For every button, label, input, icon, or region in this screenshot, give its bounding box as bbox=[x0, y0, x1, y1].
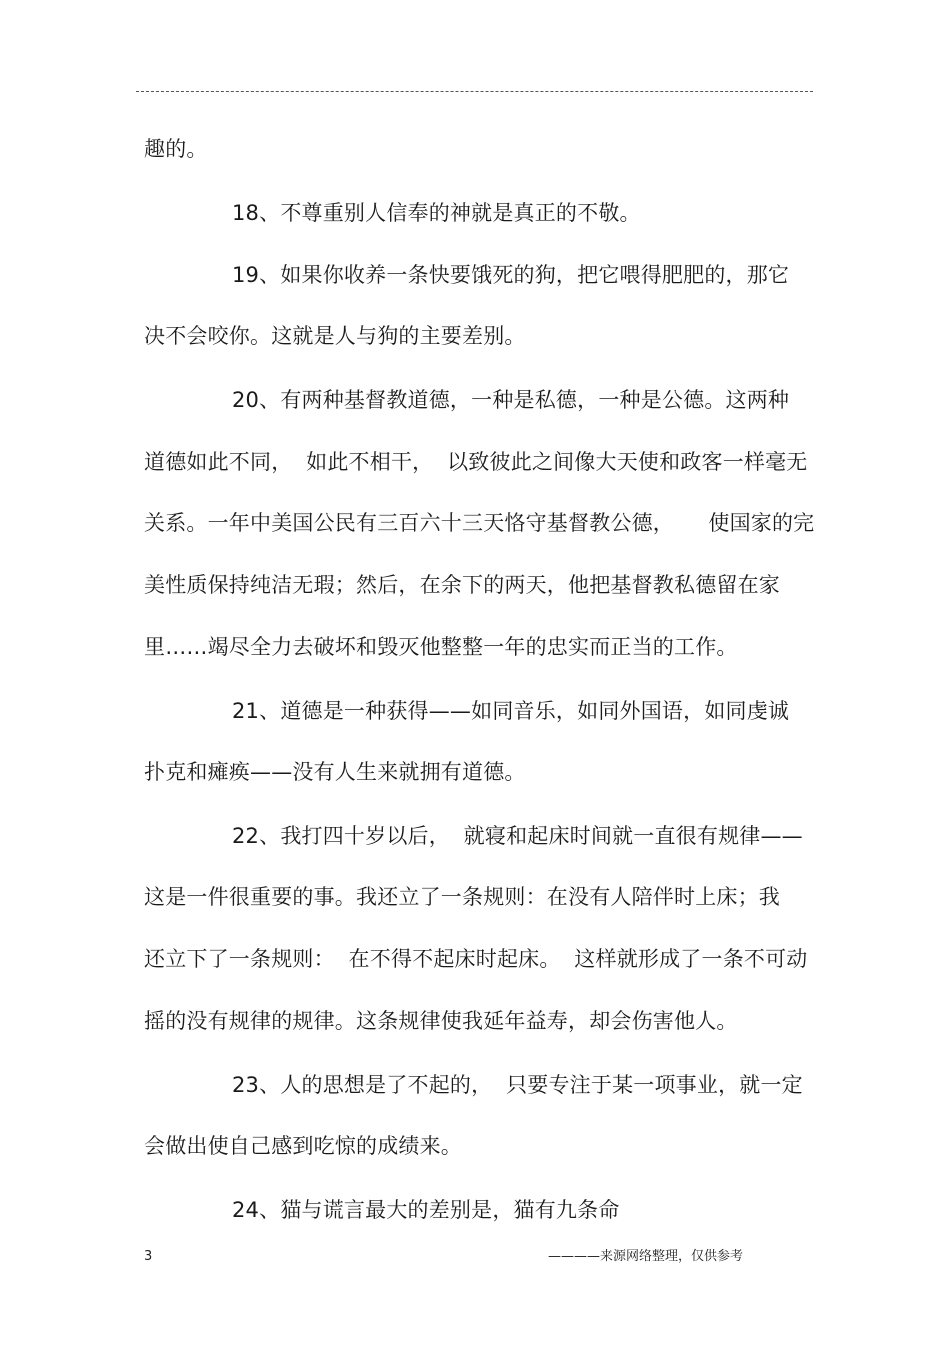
page-number: 3 bbox=[144, 1249, 153, 1264]
text-line: 23、人的思想是了不起的， 只要专注于某一项事业，就一定 bbox=[232, 1073, 803, 1097]
text-line: 22、我打四十岁以后， 就寝和起床时间就一直很有规律—— bbox=[232, 824, 803, 848]
text-line: 道德如此不同， 如此不相干， 以致彼此之间像大天使和政客一样毫无 bbox=[144, 450, 808, 474]
text-line: 里……竭尽全力去破坏和毁灭他整整一年的忠实而正当的工作。 bbox=[144, 635, 738, 659]
text-line: 这是一件很重要的事。我还立了一条规则：在没有人陪伴时上床；我 bbox=[144, 885, 780, 909]
header-divider bbox=[136, 91, 813, 92]
text-line: 18、不尊重别人信奉的神就是真正的不敬。 bbox=[232, 201, 641, 225]
text-line: 决不会咬你。这就是人与狗的主要差别。 bbox=[144, 324, 526, 348]
text-line: 24、猫与谎言最大的差别是，猫有九条命 bbox=[232, 1198, 620, 1222]
text-line: 20、有两种基督教道德，一种是私德，一种是公德。这两种 bbox=[232, 388, 790, 412]
text-line: 19、如果你收养一条快要饿死的狗，把它喂得肥肥的，那它 bbox=[232, 263, 790, 287]
text-line: 21、道德是一种获得——如同音乐，如同外国语，如同虔诚 bbox=[232, 699, 790, 723]
text-line: 摇的没有规律的规律。这条规律使我延年益寿，却会伤害他人。 bbox=[144, 1009, 738, 1033]
text-line: 关系。一年中美国公民有三百六十三天恪守基督教公德， 使国家的完 bbox=[144, 511, 815, 535]
text-line: 美性质保持纯洁无瑕；然后，在余下的两天，他把基督教私德留在家 bbox=[144, 573, 780, 597]
text-line: 还立下了一条规则： 在不得不起床时起床。 这样就形成了一条不可动 bbox=[144, 947, 808, 971]
text-line: 趣的。 bbox=[144, 137, 208, 161]
text-line: 扑克和瘫痪——没有人生来就拥有道德。 bbox=[144, 760, 526, 784]
text-line: 会做出使自己感到吃惊的成绩来。 bbox=[144, 1134, 462, 1158]
source-note: ————来源网络整理，仅供参考 bbox=[548, 1249, 744, 1264]
